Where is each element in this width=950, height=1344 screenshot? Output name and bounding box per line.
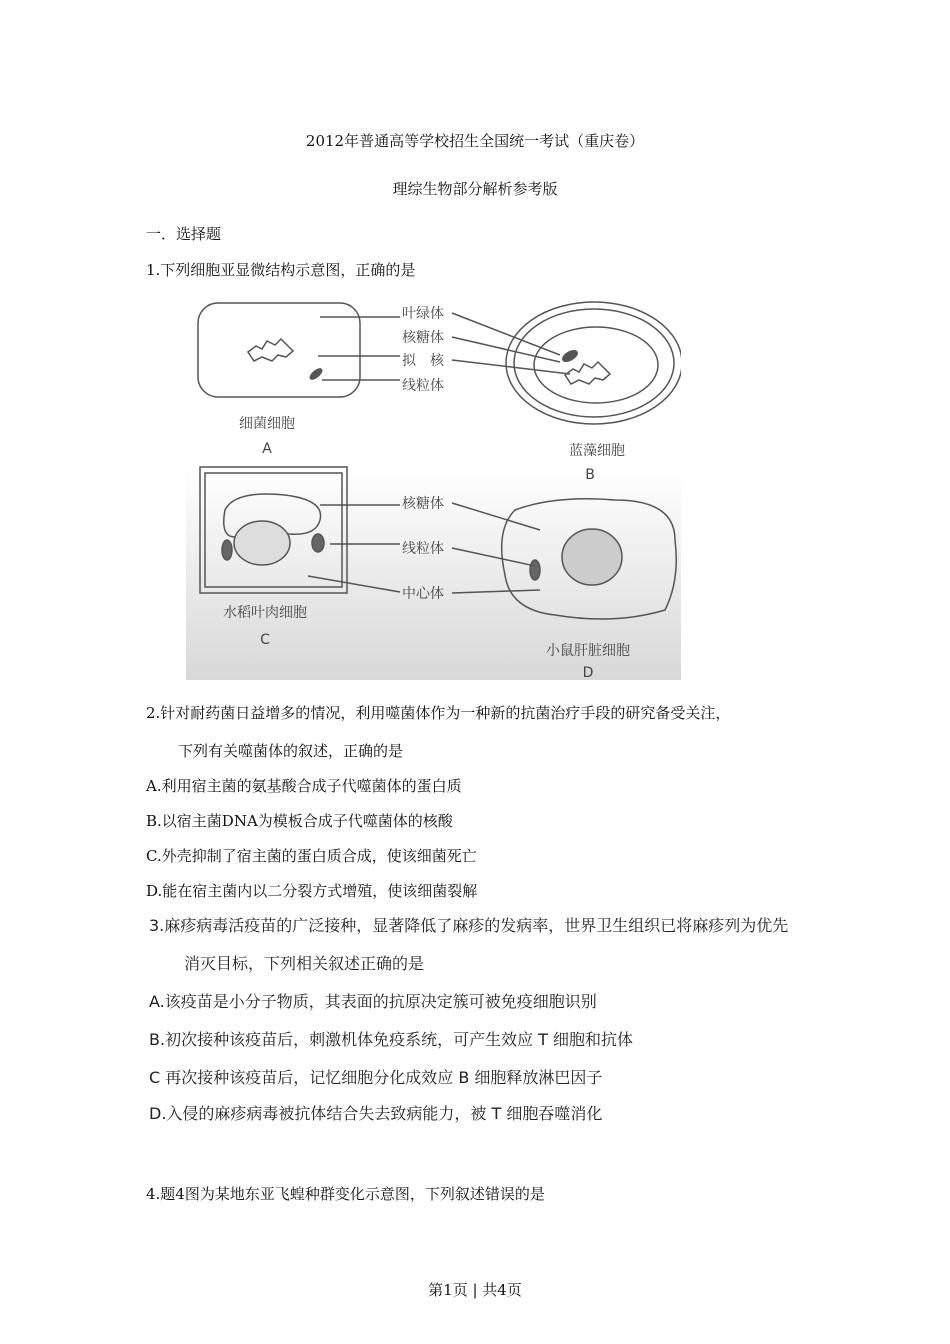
question-2-option-b: B.以宿主菌DNA为模板合成子代噬菌体的核酸: [146, 812, 453, 830]
question-3-stem: 3.麻疹病毒活疫苗的广泛接种，显著降低了麻疹的发病率，世界卫生组织已将麻疹列为优先: [149, 916, 789, 935]
label-ribosome: 核糖体: [402, 330, 444, 346]
page-footer: 第1页 | 共4页: [428, 1281, 522, 1299]
label-nucleoid: 拟 核: [402, 353, 444, 369]
label-mitochondrion: 线粒体: [402, 378, 444, 394]
question-4-stem: 4.题4图为某地东亚飞蝗种群变化示意图，下列叙述错误的是: [146, 1185, 545, 1203]
question-1-stem: 1.下列细胞亚显微结构示意图，正确的是: [146, 261, 416, 279]
cell-b-letter: B: [585, 467, 595, 483]
cell-d-name: 小鼠肝脏细胞: [546, 643, 630, 659]
cell-structure-figure: [186, 294, 681, 680]
label-chloroplast: 叶绿体: [402, 306, 444, 322]
question-3-option-c: C 再次接种该疫苗后，记忆细胞分化成效应 B 细胞释放淋巴因子: [149, 1068, 603, 1087]
label-ribosome-2: 核糖体: [402, 496, 444, 512]
cell-a-letter: A: [262, 441, 272, 457]
question-2-stem-cont: 下列有关噬菌体的叙述，正确的是: [178, 742, 404, 760]
question-3-stem-cont: 消灭目标，下列相关叙述正确的是: [184, 954, 425, 973]
question-3-option-b: B.初次接种该疫苗后，刺激机体免疫系统，可产生效应 T 细胞和抗体: [149, 1030, 634, 1049]
cell-c-letter: C: [260, 632, 270, 648]
document-subtitle: 理综生物部分解析参考版: [392, 180, 558, 198]
section-heading: 一．选择题: [146, 225, 222, 243]
cell-d-letter: D: [582, 665, 594, 680]
question-2-stem: 2.针对耐药菌日益增多的情况，利用噬菌体作为一种新的抗菌治疗手段的研究备受关注，: [146, 704, 731, 722]
cell-b-name: 蓝藻细胞: [569, 443, 625, 459]
question-3-option-a: A.该疫苗是小分子物质，其表面的抗原决定簇可被免疫细胞识别: [149, 992, 597, 1011]
label-mitochondrion-2: 线粒体: [402, 541, 444, 557]
question-2-option-d: D.能在宿主菌内以二分裂方式增殖，使该细菌裂解: [146, 882, 478, 900]
label-centriole: 中心体: [402, 586, 444, 602]
document-title: 2012年普通高等学校招生全国统一考试（重庆卷）: [305, 132, 645, 150]
cell-c-name: 水稻叶肉细胞: [223, 605, 307, 621]
question-3-option-d: D.入侵的麻疹病毒被抗体结合失去致病能力，被 T 细胞吞噬消化: [149, 1104, 603, 1123]
cell-a-name: 细菌细胞: [239, 416, 295, 432]
question-2-option-c: C.外壳抑制了宿主菌的蛋白质合成，使该细菌死亡: [146, 847, 477, 865]
question-2-option-a: A.利用宿主菌的氨基酸合成子代噬菌体的蛋白质: [146, 777, 462, 795]
